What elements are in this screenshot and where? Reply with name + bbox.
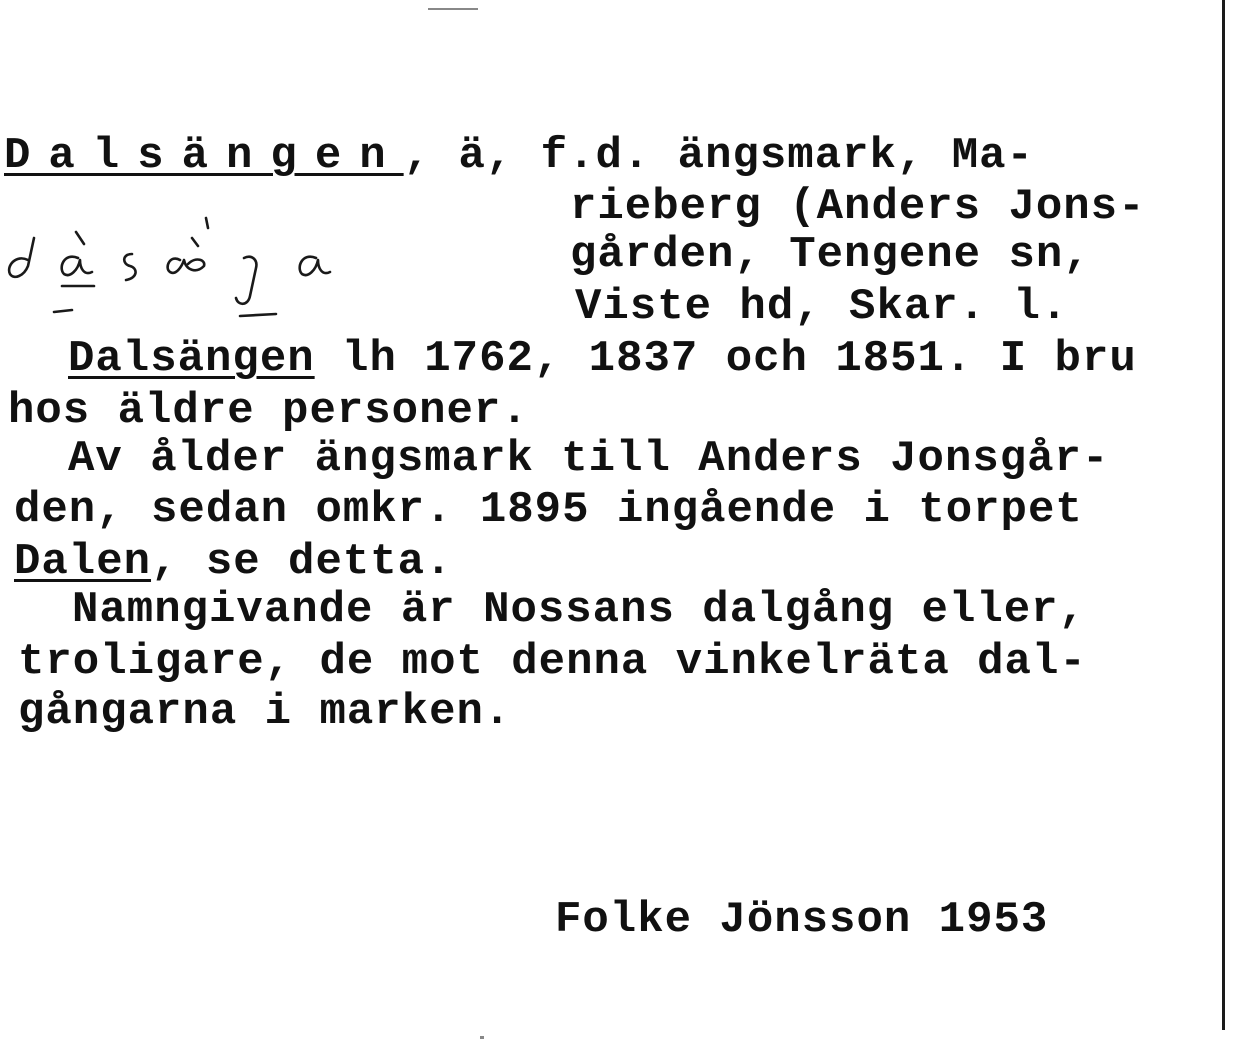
paragraph-2-line-1: Av ålder ängsmark till Anders Jonsgår-	[68, 434, 1110, 484]
scan-speck	[480, 1036, 484, 1039]
scan-speck	[428, 8, 478, 10]
paragraph-2-text: , se detta.	[151, 537, 453, 587]
headword: Dalsängen	[4, 131, 404, 181]
paragraph-2-line-2: den, sedan omkr. 1895 ingående i torpet	[14, 485, 1083, 535]
entry-heading	[4, 131, 1034, 181]
paragraph-1-text: lh 1762, 1837 och 1851. I bru	[314, 334, 1137, 384]
paragraph-3-line-3: gångarna i marken.	[18, 687, 512, 737]
paragraph-1-name: Dalsängen	[68, 334, 315, 384]
paragraph-1-line-2: hos äldre personer.	[8, 386, 529, 436]
paragraph-1-line-1	[68, 334, 1137, 384]
card-edge-line	[1222, 0, 1225, 1030]
paragraph-3-line-1: Namngivande är Nossans dalgång eller,	[72, 585, 1086, 635]
heading-definition-line-2: rieberg (Anders Jons-	[570, 182, 1146, 232]
heading-definition-line-3: gården, Tengene sn,	[570, 230, 1091, 280]
paragraph-2-line-3	[14, 537, 453, 587]
handwritten-phonetic-transcription	[0, 210, 360, 330]
heading-definition-line-4: Viste hd, Skar. l.	[575, 282, 1069, 332]
heading-definition-line-1: , ä, f.d. ängsmark, Ma-	[403, 131, 1034, 181]
cross-reference-name: Dalen	[14, 537, 152, 587]
author-signature: Folke Jönsson 1953	[555, 895, 1049, 945]
paragraph-3-line-2: troligare, de mot denna vinkelräta dal-	[18, 637, 1087, 687]
